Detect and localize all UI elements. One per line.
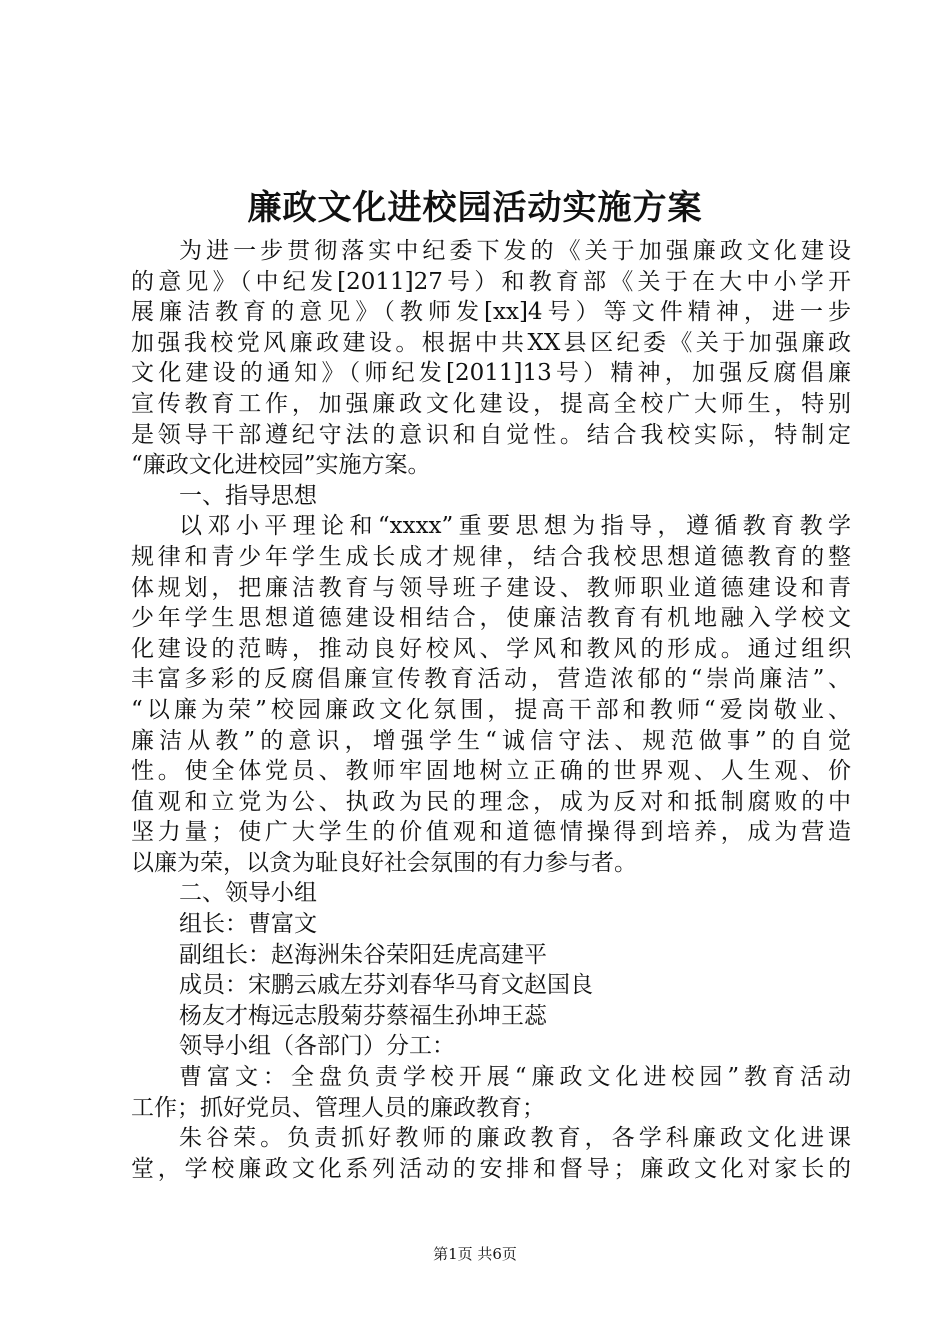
page-footer: 第1页 共6页 (433, 1245, 517, 1263)
body-line: 朱谷荣。负责抓好教师的廉政教育，各学科廉政文化进课 (179, 1125, 851, 1152)
body-line: 化建设的范畴，推动良好校风、学风和教风的形成。通过组织 (131, 635, 851, 662)
body-line: 体规划，把廉洁教育与领导班子建设、教师职业道德建设和青 (131, 574, 851, 601)
body-line: 以廉为荣，以贪为耻良好社会氛围的有力参与者。 (131, 849, 637, 876)
body-line: 值观和立党为公、执政为民的理念，成为反对和抵制腐败的中 (131, 788, 851, 815)
body-line: 丰富多彩的反腐倡廉宣传教育活动，营造浓郁的“崇尚廉洁”、 (131, 666, 851, 693)
body-line: 坚力量；使广大学生的价值观和道德情操得到培养，成为营造 (131, 819, 851, 846)
document-body (131, 236, 851, 1184)
body-line: 杨友才梅远志殷菊芬蔡福生孙坤王蕊 (179, 1002, 547, 1029)
body-line: 是领导干部遵纪守法的意识和自觉性。结合我校实际，特制定 (131, 421, 851, 448)
body-line: 性。使全体党员、教师牢固地树立正确的世界观、人生观、价 (131, 758, 851, 785)
body-line: 以邓小平理论和“xxxx”重要思想为指导，遵循教育教学 (179, 513, 851, 540)
body-line: 副组长：赵海洲朱谷荣阳廷虎高建平 (179, 941, 547, 968)
body-line: 文化建设的通知》（师纪发[2011]13号）精神，加强反腐倡廉 (131, 360, 851, 387)
body-line: “廉政文化进校园”实施方案。 (131, 452, 431, 479)
body-line: 成员：宋鹏云戚左芬刘春华马育文赵国良 (179, 972, 593, 999)
body-line: 的意见》（中纪发[2011]27号）和教育部《关于在大中小学开 (131, 268, 851, 295)
body-line: 领导小组（各部门）分工： (179, 1033, 455, 1060)
body-line: 规律和青少年学生成长成才规律，结合我校思想道德教育的整 (131, 543, 851, 570)
body-line: 加强我校党风廉政建设。根据中共XX县区纪委《关于加强廉政 (131, 329, 851, 356)
body-line: 为进一步贯彻落实中纪委下发的《关于加强廉政文化建设 (179, 238, 851, 264)
body-line: 二、领导小组 (179, 880, 317, 907)
body-line: 曹富文：全盘负责学校开展“廉政文化进校园”教育活动 (179, 1064, 851, 1091)
body-line: 工作；抓好党员、管理人员的廉政教育； (131, 1094, 545, 1121)
body-line: “以廉为荣”校园廉政文化氛围，提高干部和教师“爱岗敬业、 (131, 696, 851, 723)
body-line: 廉洁从教”的意识，增强学生“诚信守法、规范做事”的自觉 (131, 727, 851, 754)
body-line: 宣传教育工作，加强廉政文化建设，提高全校广大师生，特别 (131, 390, 851, 417)
body-line: 一、指导思想 (179, 482, 317, 509)
document-title: 廉政文化进校园活动实施方案 (247, 188, 703, 228)
body-line: 展廉洁教育的意见》（教师发[xx]4号）等文件精神，进一步 (131, 299, 851, 326)
body-line: 少年学生思想道德建设相结合，使廉洁教育有机地融入学校文 (131, 605, 851, 632)
body-line: 堂，学校廉政文化系列活动的安排和督导；廉政文化对家长的 (131, 1155, 851, 1182)
body-line: 组长：曹富文 (179, 911, 317, 938)
